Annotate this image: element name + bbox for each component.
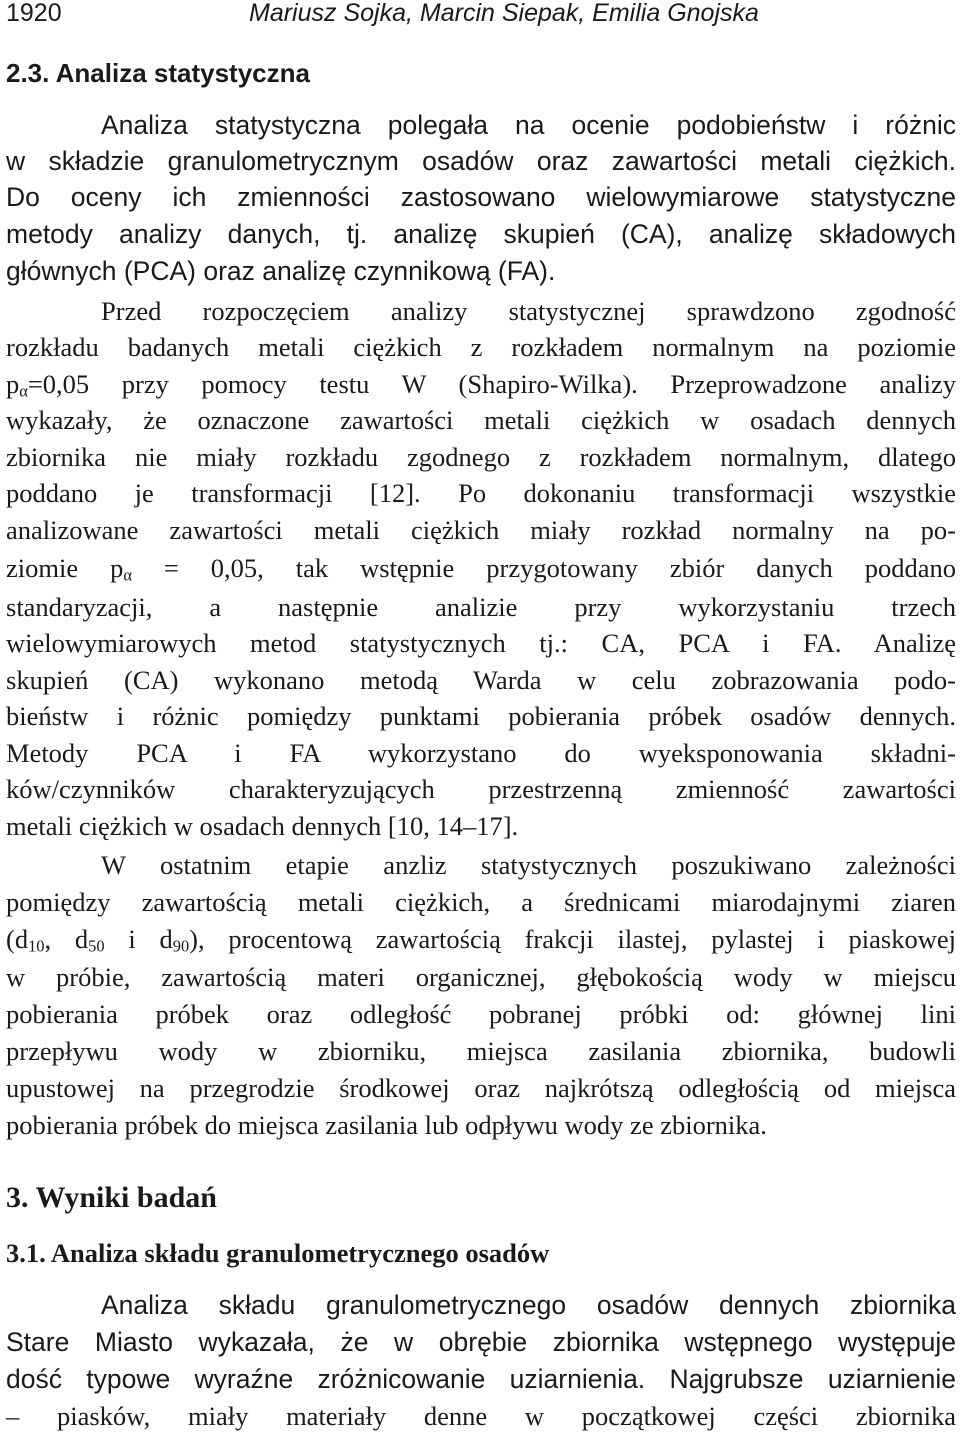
paragraph-line: pomiędzy zawartością metali ciężkich, a średnicami miarodajnymi ziaren: [6, 887, 956, 917]
paragraph-line-diameters: ($d_{10}$, $d_{50}$ i $d_{90}$), procentową zawartością frakcji ilastej, pylastej i piaskowej: [6, 924, 957, 956]
d10-subscript: 10: [28, 936, 45, 956]
header-authors: Mariusz Sojka, Marcin Siepak, Emilia Gnojska: [249, 0, 759, 27]
paragraph-line: Do oceny ich zmienności zastosowano wielowymiarowe statystyczne: [6, 182, 956, 212]
paragraph-line: wielowymiarowych metod statystycznych tj.: CA, PCA i FA. Analizę: [6, 628, 956, 658]
paragraph-line: rozkładu badanych metali ciężkich z rozkładem normalnym na poziomie: [6, 332, 956, 362]
section-heading-3-1: 3.1. Analiza składu granulometrycznego osadów: [6, 1238, 550, 1268]
paragraph-line: dość typowe wyraźne zróżnicowanie uziarnienia. Najgrubsze uziarnienie: [6, 1364, 956, 1394]
section-heading-3: 3. Wyniki badań: [6, 1181, 217, 1214]
paragraph-line: głównych (PCA) oraz analizę czynnikową (FA).: [6, 256, 556, 286]
paragraph-line: Analiza składu granulometrycznego osadów dennych zbiornika: [101, 1290, 956, 1320]
paragraph-line: Stare Miasto wykazała, że w obrębie zbiornika wstępnego występuje: [6, 1327, 956, 1357]
page-number: 1920: [6, 0, 62, 27]
paragraph-line: metody analizy danych, tj. analizę skupień (CA), analizę składowych: [6, 219, 956, 249]
alpha-subscript: α: [123, 565, 132, 585]
paragraph-line: poddano je transformacji [12]. Po dokonaniu transformacji wszystkie: [6, 478, 956, 508]
paragraph-line: upustowej na przegrodzie środkowej oraz najkrótszą odległością od miejsca: [6, 1073, 956, 1103]
paragraph-line: pobierania próbek do miejsca zasilania lub odpływu wody ze zbiornika.: [6, 1110, 767, 1140]
paragraph-line: – piasków, miały materiały denne w początkowej części zbiornika: [6, 1401, 956, 1431]
paragraph-line-p-alpha: ziomie $p_\alpha = 0,05$, tak wstępnie przygotowany zbiór danych poddano: [6, 553, 956, 585]
paragraph-line: skupień (CA) wykonano metodą Warda w celu zobrazowania podo-: [6, 665, 956, 695]
document-page: [6, 0, 956, 1435]
paragraph-line: W ostatnim etapie anzliz statystycznych poszukiwano zależności: [101, 850, 956, 880]
paragraph-line: bieństw i różnic pomiędzy punktami pobierania próbek osadów dennych.: [6, 701, 956, 731]
paragraph-line: ków/czynników charakteryzujących przestrzenną zmienność zawartości: [6, 774, 956, 804]
paragraph-line: analizowane zawartości metali ciężkich miały rozkład normalny na po-: [6, 515, 956, 545]
paragraph-line: w składzie granulometrycznym osadów oraz zawartości metali ciężkich.: [6, 146, 956, 176]
paragraph-line: Analiza statystyczna polegała na ocenie podobieństw i różnic: [101, 110, 956, 140]
paragraph-line: w próbie, zawartością materi organicznej, głębokością wody w miejscu: [6, 962, 956, 992]
paragraph-line: standaryzacji, a następnie analizie przy wykorzystaniu trzech: [6, 592, 956, 622]
alpha-subscript: α: [19, 381, 28, 401]
paragraph-line: pobierania próbek oraz odległość pobranej próbki od: głównej lini: [6, 999, 956, 1029]
paragraph-line-p-alpha: $p_\alpha=0,05$ przy pomocy testu W (Shapiro-Wilka). Przeprowadzone analizy: [6, 369, 956, 401]
paragraph-line: metali ciężkich w osadach dennych [10, 14–17].: [6, 811, 519, 841]
d90-subscript: 90: [172, 936, 190, 956]
section-heading-2-3: 2.3. Analiza statystyczna: [6, 58, 310, 88]
paragraph-line: zbiornika nie miały rozkładu zgodnego z rozkładem normalnym, dlatego: [6, 442, 956, 472]
paragraph-line: Metody PCA i FA wykorzystano do wyeksponowania składni-: [6, 738, 956, 768]
paragraph-line: wykazały, że oznaczone zawartości metali ciężkich w osadach dennych: [6, 405, 956, 435]
paragraph-line: przepływu wody w zbiorniku, miejsca zasilania zbiornika, budowli: [6, 1036, 956, 1066]
paragraph-line: Przed rozpoczęciem analizy statystycznej sprawdzono zgodność: [101, 296, 956, 326]
running-header: [6, 0, 956, 30]
d50-subscript: 50: [88, 936, 105, 956]
